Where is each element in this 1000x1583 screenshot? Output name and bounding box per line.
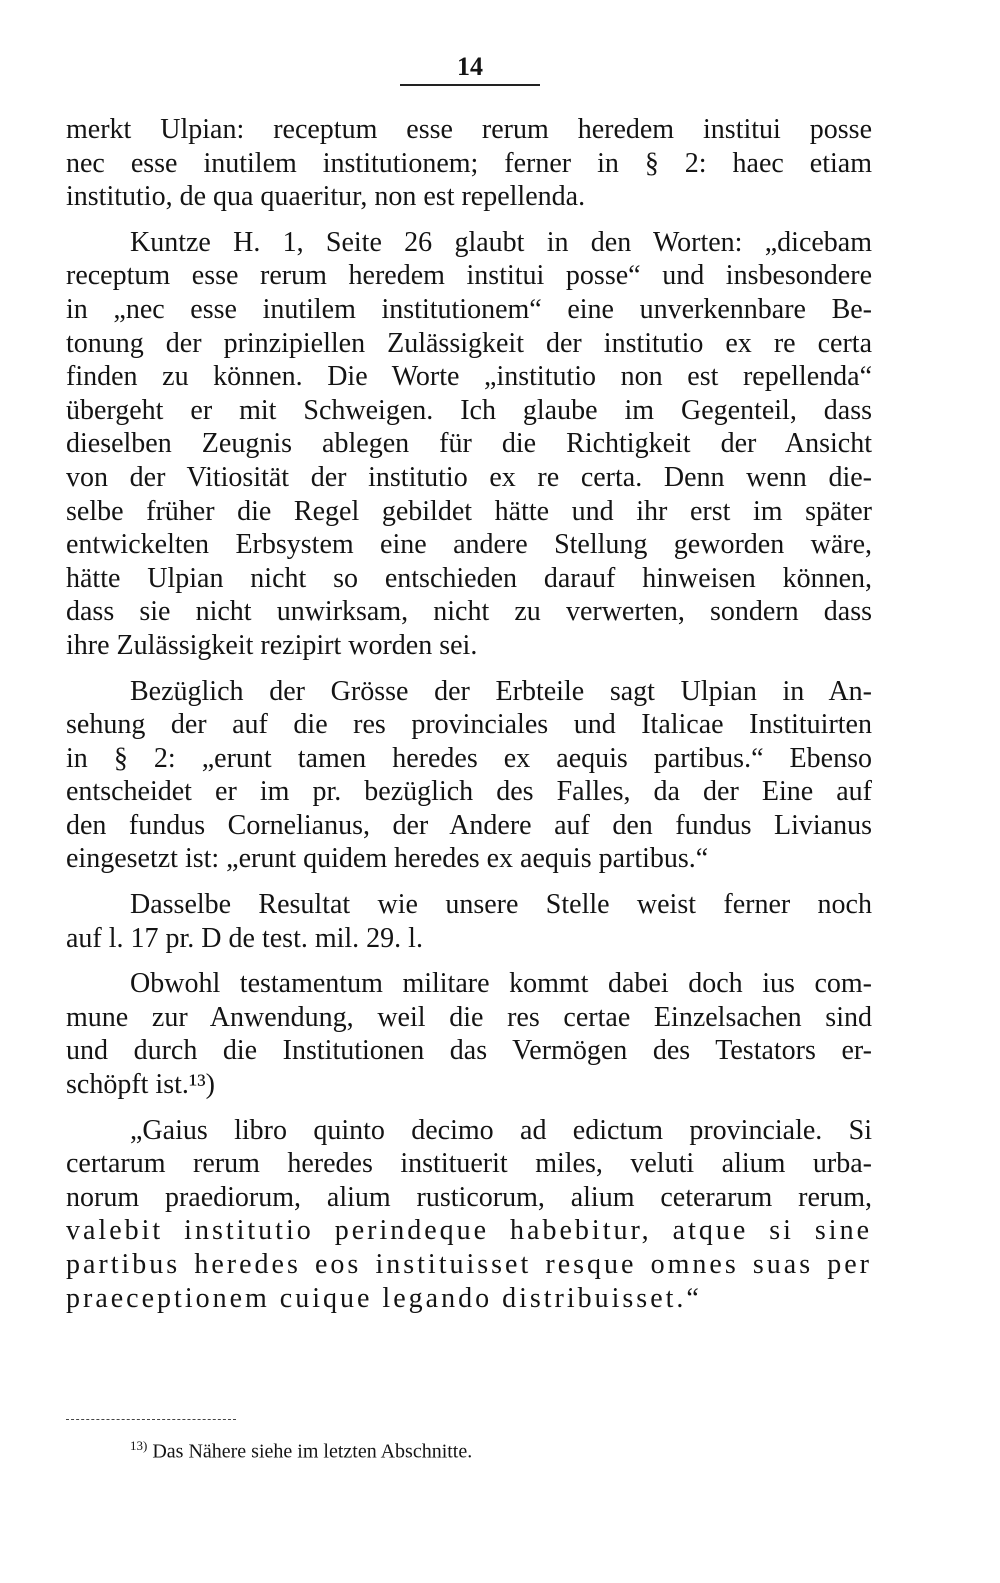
- text-line: in § 2: „erunt tamen heredes ex aequis partibus.“ Ebenso: [66, 742, 872, 774]
- paragraph-resultat: [66, 888, 872, 955]
- text-line: nec esse inutilem institutionem; ferner in § 2: haec etiam: [66, 147, 872, 179]
- text-line: merkt Ulpian: receptum esse rerum heredem institui posse: [66, 114, 872, 145]
- footnote-text: Das Nähere siehe im letzten Abschnitte.: [152, 1440, 473, 1463]
- text-line: dass sie nicht unwirksam, nicht zu verwerten, sondern dass: [66, 596, 872, 628]
- text-line: den fundus Cornelianus, der Andere auf den fundus Livianus: [66, 809, 872, 841]
- text-line: partibus heredes eos instituisset resque omnes suas per: [66, 1249, 872, 1280]
- text-line: finden zu können. Die Worte „institutio non est repellenda“: [66, 361, 872, 393]
- text-line: ihre Zulässigkeit rezipirt worden sei.: [66, 629, 478, 661]
- paragraph-kuntze: [66, 226, 872, 663]
- text-line: selbe früher die Regel gebildet hätte und ihr erst im später: [66, 495, 872, 527]
- text-line: in „nec esse inutilem institutionem“ eine unverkennbare Be-: [66, 293, 872, 325]
- text-line: entwickelten Erbsystem eine andere Stellung geworden wäre,: [66, 529, 872, 561]
- paragraph-gaius-quote: [66, 1114, 872, 1316]
- footnote-marker: 13): [130, 1438, 148, 1453]
- body-text: [66, 113, 872, 1327]
- text-line: norum praediorum, alium rusticorum, alium ceterarum rerum,: [66, 1181, 872, 1213]
- text-line: dieselben Zeugnis ablegen für die Richtigkeit der Ansicht: [66, 428, 872, 460]
- page-number-rule: [400, 84, 540, 86]
- text-line: Dasselbe Resultat wie unsere Stelle weist ferner noch: [130, 889, 872, 921]
- text-line: übergeht er mit Schweigen. Ich glaube im Gegenteil, dass: [66, 394, 872, 426]
- footnote: [130, 1434, 830, 1464]
- page-number: 14: [457, 52, 483, 81]
- text-line: certarum rerum heredes instituerit miles, veluti alium urba-: [66, 1148, 872, 1180]
- paragraph-erbteile: [66, 675, 872, 877]
- text-line: Kuntze H. 1, Seite 26 glaubt in den Worten: „dicebam: [130, 226, 872, 258]
- text-line: hätte Ulpian nicht so entschieden darauf hinweisen können,: [66, 562, 872, 594]
- text-line: Obwohl testamentum militare kommt dabei doch ius com-: [130, 968, 872, 1000]
- text-line: von der Vitiosität der institutio ex re certa. Denn wenn die-: [66, 461, 872, 493]
- text-line: receptum esse rerum heredem institui posse“ und insbesondere: [66, 260, 872, 292]
- text-line: eingesetzt ist: „erunt quidem heredes ex aequis partibus.“: [66, 843, 709, 875]
- text-line: auf l. 17 pr. D de test. mil. 29. l.: [66, 922, 423, 954]
- text-line: und durch die Institutionen das Vermögen des Testators er-: [66, 1035, 872, 1067]
- text-line: schöpft ist.¹³): [66, 1069, 215, 1101]
- text-line: praeceptionem cuique legando distribuisset.“: [66, 1282, 702, 1314]
- text-line: sehung der auf die res provinciales und Italicae Instituirten: [66, 709, 872, 741]
- text-line: „Gaius libro quinto decimo ad edictum provinciale. Si: [130, 1114, 872, 1146]
- text-line: tonung der prinzipiellen Zulässigkeit der institutio ex re certa: [66, 327, 872, 359]
- text-line: institutio, de qua quaeritur, non est repellenda.: [66, 181, 586, 213]
- paragraph-ulpian-quote: [66, 113, 872, 214]
- text-line: mune zur Anwendung, weil die res certae Einzelsachen sind: [66, 1001, 872, 1033]
- text-line: valebit institutio perindeque habebitur, atque si sine: [66, 1215, 872, 1247]
- text-line: entscheidet er im pr. bezüglich des Falles, da der Eine auf: [66, 776, 872, 808]
- text-line: Bezüglich der Grösse der Erbteile sagt Ulpian in An-: [130, 675, 872, 707]
- footnote-rule: [66, 1419, 236, 1420]
- paragraph-testamentum: [66, 967, 872, 1101]
